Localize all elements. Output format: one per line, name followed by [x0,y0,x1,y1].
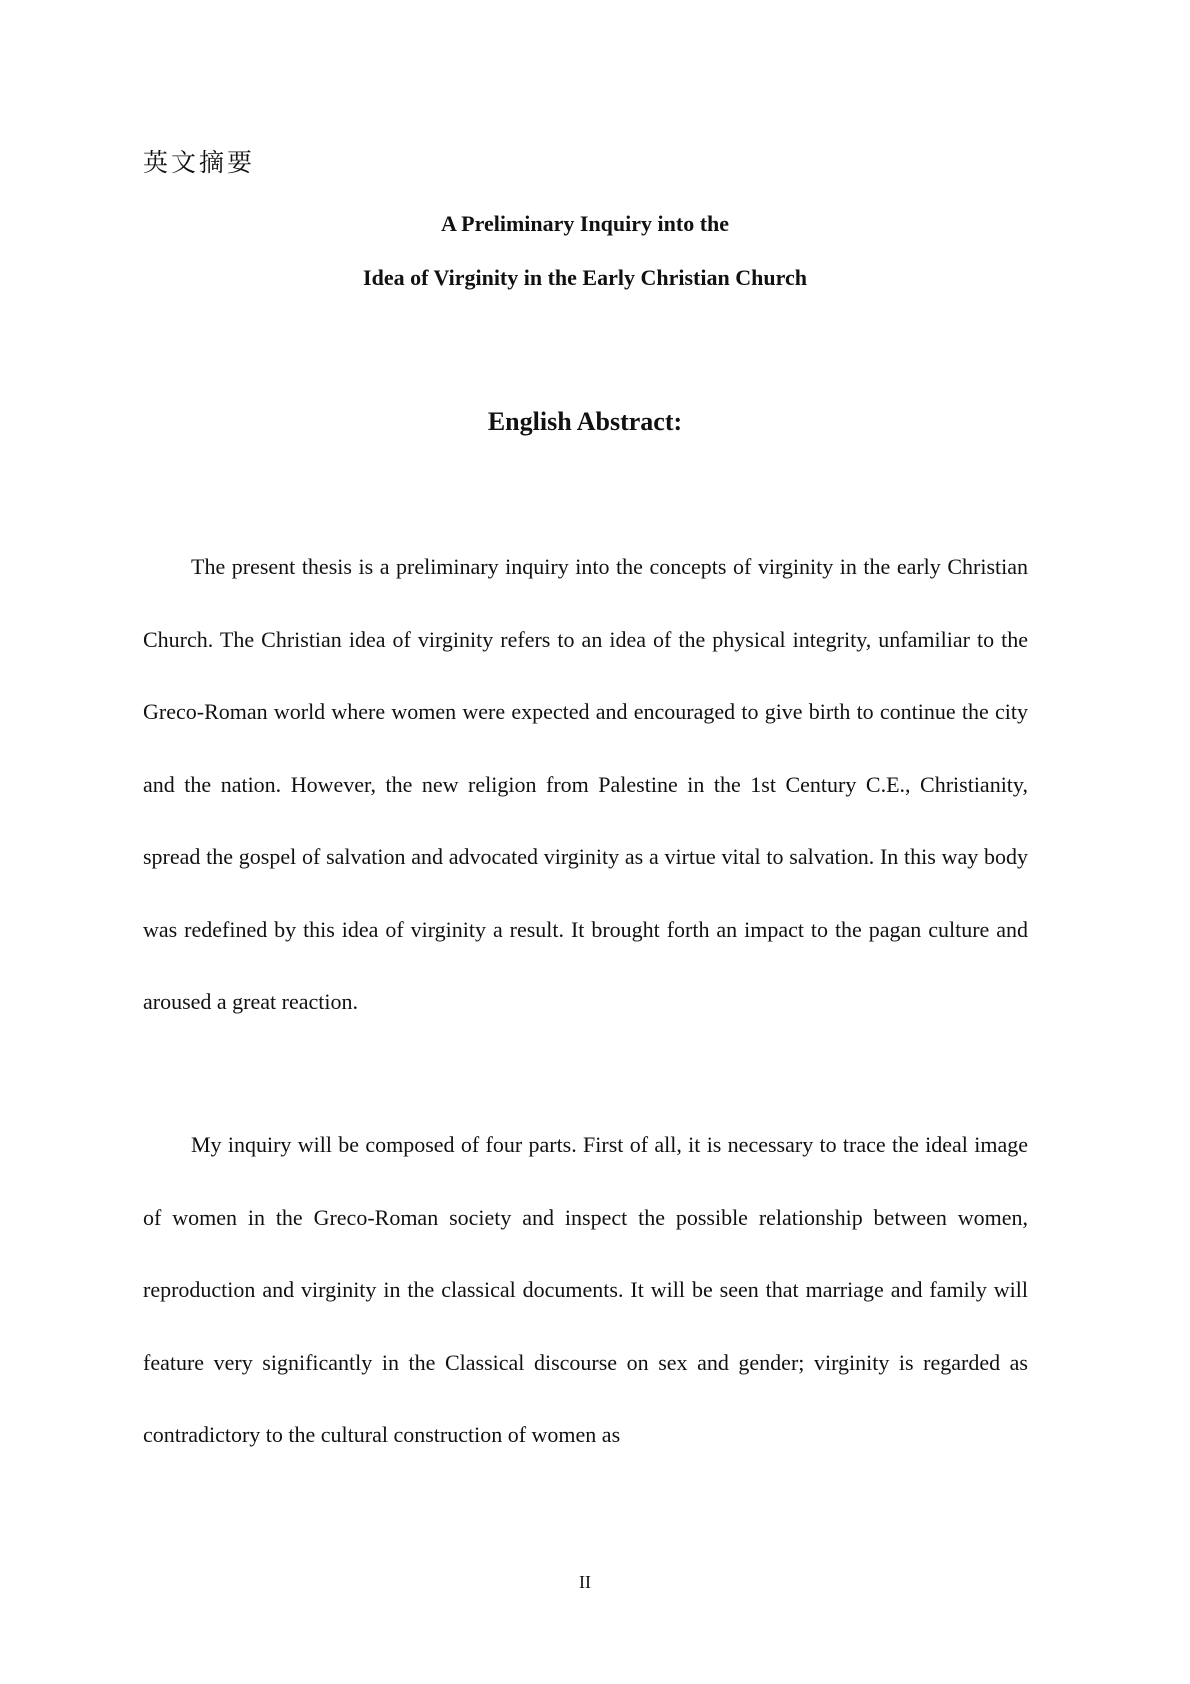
thesis-title-line-1: A Preliminary Inquiry into the [440,211,730,236]
page-number: II [579,1572,591,1592]
section-label: 英文摘要 [143,148,256,177]
abstract-paragraph-2: My inquiry will be composed of four parts. First of all, it is necessary to trace the ideal image of women in the Greco-Roman society and inspect the possible relationship between women, reproduction and virginity in the classical documents. It will be seen that marriage and family will feature very significantly in the Classical discourse on sex and gender; virginity is regarded as contradictory to the cultural construction of women as [143,1132,1028,1447]
abstract-heading: English Abstract: [487,407,683,436]
abstract-paragraph-1: The present thesis is a preliminary inquiry into the concepts of virginity in the early Christian Church. The Christian idea of virginity refers to an idea of the physical integrity, unfamiliar to the Greco-Roman world where women were expected and encouraged to give birth to continue the city and the nation. However, the new religion from Palestine in the 1st Century C.E., Christianity, spread the gospel of salvation and advocated virginity as a virtue vital to salvation. In this way body was redefined by this idea of virginity a result. It brought forth an impact to the pagan culture and aroused a great reaction. [143,554,1028,1014]
thesis-title-line-2: Idea of Virginity in the Early Christian Church [363,265,807,290]
